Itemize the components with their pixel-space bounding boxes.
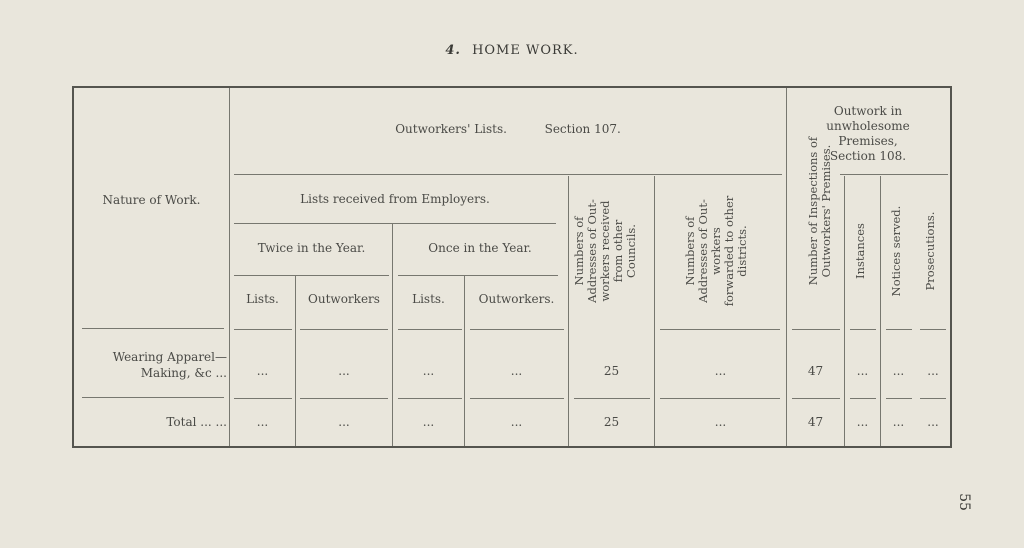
header-lists-once: Lists.	[412, 292, 445, 306]
table-cell: ...	[892, 415, 905, 429]
table-cell: 47	[807, 364, 824, 378]
header-inspections: Number of Inspections of Outworkers' Premises.	[806, 136, 833, 286]
table-cell: ...	[892, 364, 905, 378]
header-forwarded-other-districts: Numbers of Addresses of Out- workers forwarded to other districts.	[683, 195, 749, 307]
header-section-107: Section 107.	[544, 122, 621, 136]
table-cell: ...	[510, 415, 523, 429]
page-number: 55	[955, 493, 972, 511]
row-label-wearing-apparel: Wearing Apparel— Making, &c ...	[112, 350, 227, 380]
header-nature-of-work: Nature of Work.	[102, 193, 201, 207]
title-text: HOME WORK.	[472, 43, 579, 58]
table-cell: ...	[714, 415, 727, 429]
header-notices-served: Notices served.	[889, 205, 903, 297]
table-cell: ...	[422, 415, 435, 429]
table-cell: ...	[256, 364, 269, 378]
header-outworkers-once: Outworkers.	[478, 292, 555, 306]
title-number: 4.	[445, 43, 461, 58]
header-instances: Instances	[853, 223, 867, 279]
row-label-total: Total ... ...	[166, 415, 227, 429]
table-cell: 47	[807, 415, 824, 429]
header-received-other-councils: Numbers of Addresses of Out- workers received from other Councils.	[572, 199, 638, 303]
header-lists-twice: Lists.	[246, 292, 279, 306]
page-title	[0, 43, 1024, 58]
header-once-in-year: Once in the Year.	[428, 241, 532, 255]
table-cell: ...	[927, 415, 939, 429]
header-outworkers-twice: Outworkers	[308, 292, 380, 306]
home-work-table	[72, 86, 952, 448]
table-cell: ...	[856, 415, 869, 429]
header-unwholesome-premises: Outwork in unwholesome Premises, Section 108.	[826, 104, 910, 163]
table-cell: 25	[603, 415, 620, 429]
table-cell: ...	[714, 364, 727, 378]
table-cell: ...	[338, 415, 350, 429]
header-lists-received: Lists received from Employers.	[300, 192, 490, 206]
header-outworkers-lists	[234, 122, 782, 136]
table-cell: ...	[338, 364, 350, 378]
header-prosecutions: Prosecutions.	[923, 211, 937, 291]
header-twice-in-year: Twice in the Year.	[257, 241, 366, 255]
table-cell: ...	[856, 364, 869, 378]
table-cell: ...	[927, 364, 939, 378]
table-cell: 25	[603, 364, 620, 378]
table-cell: ...	[510, 364, 523, 378]
table-cell: ...	[422, 364, 435, 378]
table-cell: ...	[256, 415, 269, 429]
header-outworkers-lists-label: Outworkers' Lists.	[395, 122, 507, 136]
